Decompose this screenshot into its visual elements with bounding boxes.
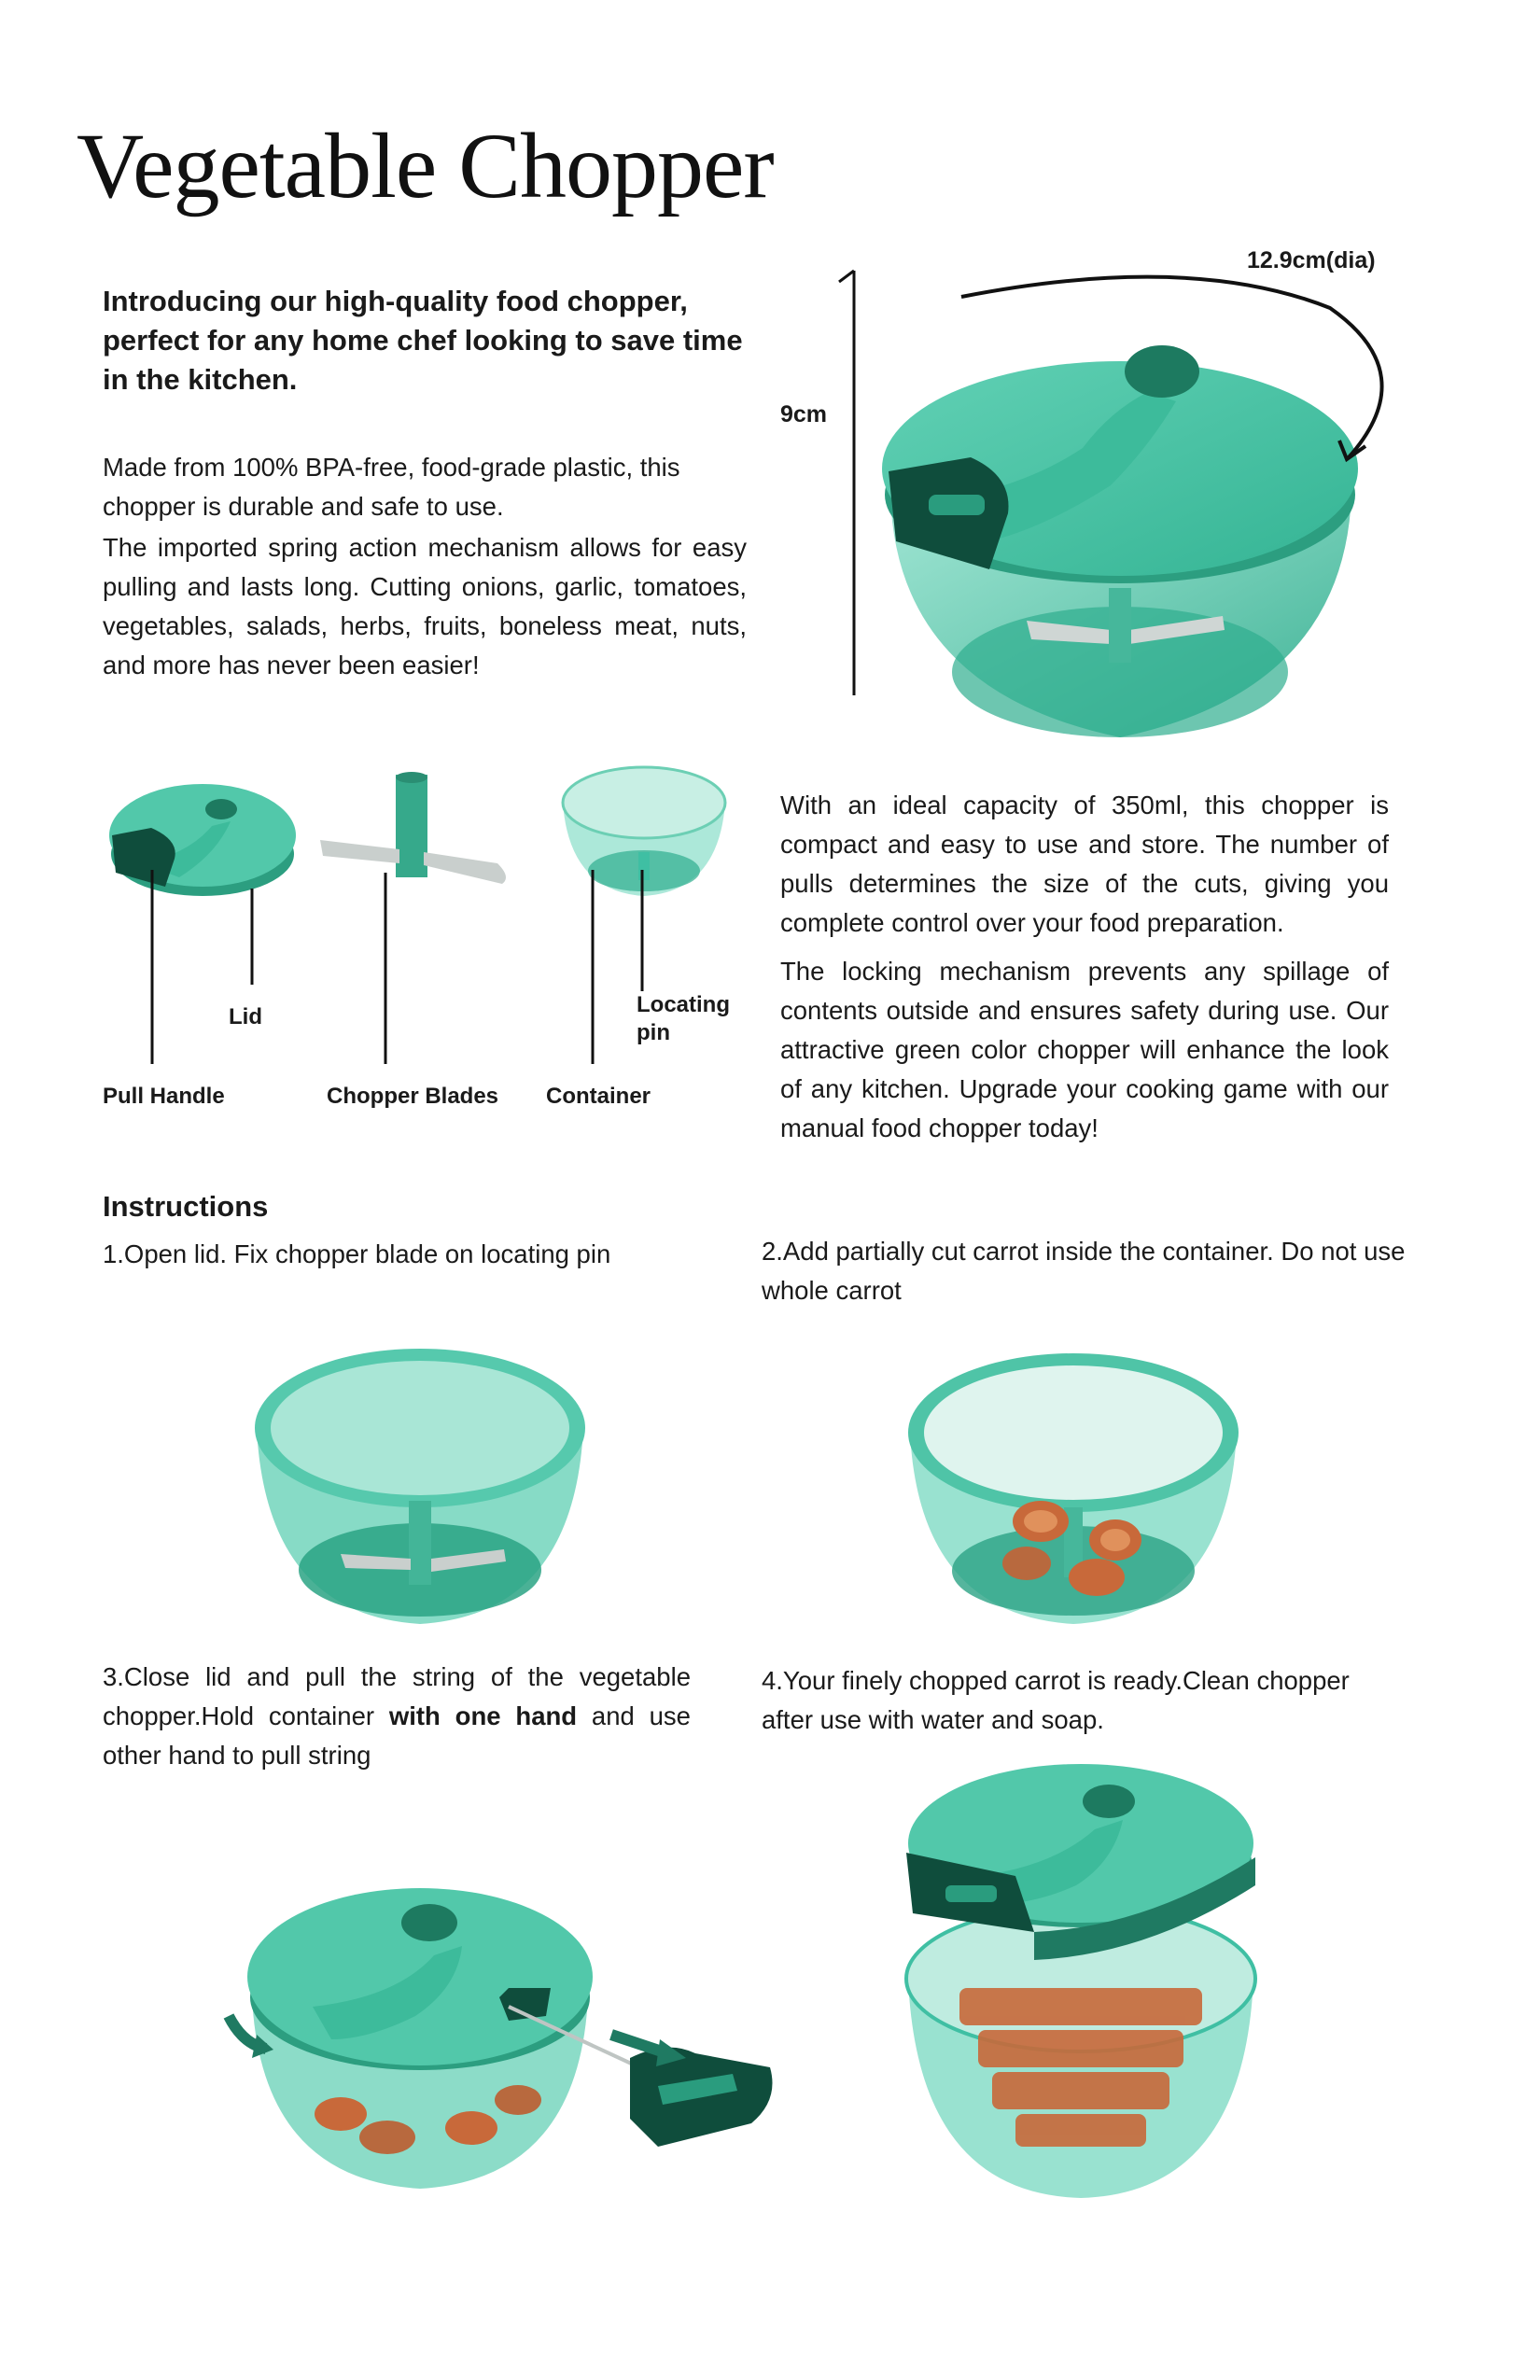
lid-label: Lid bbox=[229, 1004, 262, 1029]
step-3-illustration bbox=[229, 1867, 789, 2212]
pull-handle-label: Pull Handle bbox=[103, 1084, 225, 1109]
intro-text: Introducing our high-quality food chopper, perfect for any home chef looking to save time in the kitchen. bbox=[103, 285, 743, 396]
instruction-step-4: 4.Your finely chopped carrot is ready.Clean chopper after use with water and soap. bbox=[762, 1666, 1350, 1734]
container-label: Container bbox=[546, 1084, 651, 1109]
step-4-illustration bbox=[903, 1764, 1258, 2203]
chopper-blades-label: Chopper Blades bbox=[327, 1084, 499, 1109]
mechanism-paragraph: The imported spring action mechanism allows for easy pulling and lasts long. Cutting onions, garlic, tomatoes, vegetables, salads, herbs, fruits, boneless meat, nuts, and more has never been easier! bbox=[103, 533, 747, 679]
instructions-heading: Instructions bbox=[103, 1190, 269, 1223]
instruction-step-3 bbox=[103, 1658, 691, 1775]
locating-pin-label: Locating pin bbox=[637, 992, 730, 1045]
locking-paragraph: The locking mechanism prevents any spillage of contents outside and ensures safety during use. Our attractive green color chopper will enhance the look of any kitchen. Upgrade your cooking game with our manual food chopper today! bbox=[780, 957, 1389, 1142]
instruction-step-2: 2.Add partially cut carrot inside the container. Do not use whole carrot bbox=[762, 1237, 1406, 1305]
step-3-emphasis: with one hand bbox=[388, 1701, 578, 1730]
diameter-label: 12.9cm(dia) bbox=[1247, 247, 1376, 273]
material-paragraph: Made from 100% BPA-free, food-grade plastic, this chopper is durable and safe to use. bbox=[103, 453, 680, 521]
step-3-text-part-1: 3.Close lid and pull the string of the vegetable chopper.Hold container bbox=[103, 1662, 691, 1730]
step-1-illustration bbox=[252, 1325, 588, 1633]
page-title: Vegetable Chopper bbox=[77, 114, 774, 217]
capacity-paragraph: With an ideal capacity of 350ml, this chopper is compact and easy to use and store. The number of pulls determines the size of the cuts, giving you complete control over your food preparation. bbox=[780, 791, 1389, 937]
height-label: 9cm bbox=[780, 401, 828, 427]
step-3-text-part-2: and use other hand to pull string bbox=[103, 1701, 691, 1770]
step-2-illustration bbox=[905, 1330, 1241, 1629]
instruction-step-1: 1.Open lid. Fix chopper blade on locating pin bbox=[103, 1239, 611, 1268]
